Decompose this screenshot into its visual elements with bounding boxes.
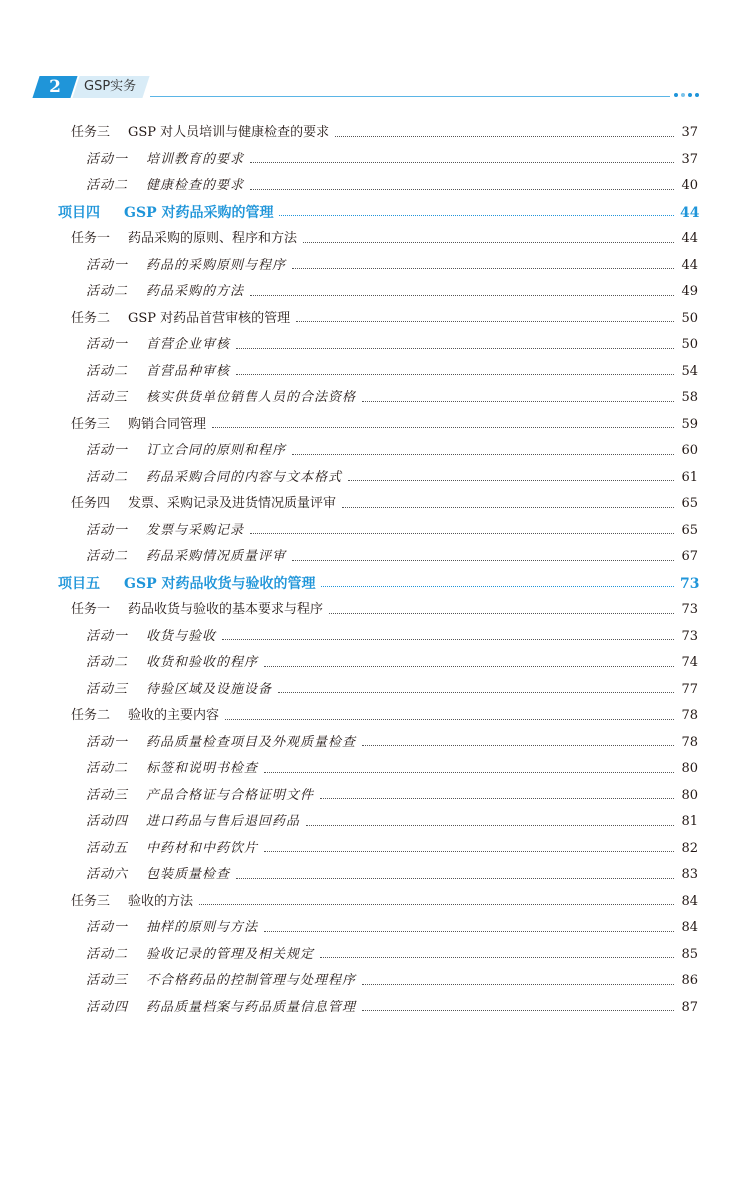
toc-entry-activity bbox=[86, 518, 698, 544]
toc-entry-label bbox=[86, 438, 286, 464]
toc-entry-title: 首营品种审核 bbox=[146, 363, 231, 379]
toc-entry-title: 订立合同的原则和程序 bbox=[146, 443, 287, 458]
toc-entry-label bbox=[71, 306, 290, 332]
dot-leader bbox=[212, 427, 674, 428]
toc-entry-task bbox=[71, 120, 698, 146]
dot-leader bbox=[320, 957, 674, 958]
toc-entry-activity bbox=[86, 942, 698, 968]
toc-entry-title: 进口药品与售后退回药品 bbox=[146, 814, 301, 829]
dot-leader bbox=[362, 1010, 674, 1011]
toc-entry-title: GSP 对药品采购的管理 bbox=[124, 204, 274, 221]
toc-entry-label bbox=[86, 730, 356, 756]
toc-entry-label bbox=[86, 968, 356, 994]
toc-entry-page: 80 bbox=[681, 787, 698, 803]
toc-entry-page: 44 bbox=[680, 204, 700, 221]
toc-entry-title: 包装质量检查 bbox=[146, 867, 231, 882]
toc-entry-label bbox=[71, 703, 219, 729]
toc-entry-project bbox=[58, 571, 698, 597]
toc-entry-label bbox=[71, 120, 329, 146]
toc-entry-number: 活动六 bbox=[86, 867, 129, 882]
toc-entry-label bbox=[86, 915, 258, 941]
toc-entry-activity bbox=[86, 995, 698, 1021]
toc-entry-title: 药品采购的方法 bbox=[146, 284, 245, 299]
toc-entry-label bbox=[58, 571, 315, 597]
toc-entry-title: 药品采购的原则、程序和方法 bbox=[128, 231, 298, 246]
toc-entry-page: 78 bbox=[681, 708, 698, 723]
toc-entry-title: 验收记录的管理及相关规定 bbox=[146, 946, 315, 962]
toc-entry-number: 任务一 bbox=[71, 231, 111, 246]
toc-entry-title: 发票、采购记录及进货情况质量评审 bbox=[128, 496, 337, 511]
dot-leader bbox=[296, 321, 674, 322]
toc-entry-label bbox=[86, 809, 300, 835]
toc-entry-page: 60 bbox=[681, 443, 698, 458]
toc-entry-label bbox=[86, 650, 258, 676]
toc-entry-activity bbox=[86, 624, 698, 650]
toc-entry-page: 83 bbox=[681, 867, 698, 882]
dot-leader bbox=[264, 666, 674, 667]
toc-entry-label bbox=[86, 862, 230, 888]
toc-entry-activity bbox=[86, 465, 698, 491]
toc-entry-title: 健康检查的要求 bbox=[146, 178, 245, 193]
toc-entry-activity bbox=[86, 332, 698, 358]
dot-leader bbox=[335, 136, 674, 137]
toc-entry-page: 37 bbox=[681, 125, 698, 140]
toc-entry-title: 药品质量检查项目及外观质量检查 bbox=[146, 734, 357, 750]
toc-entry-label bbox=[71, 491, 336, 517]
toc-entry-activity bbox=[86, 783, 698, 809]
toc-entry-title: 发票与采购记录 bbox=[146, 522, 245, 538]
dot-leader bbox=[320, 798, 674, 799]
toc-entry-page: 84 bbox=[681, 893, 698, 909]
toc-entry-title: GSP 对药品首营审核的管理 bbox=[128, 310, 291, 326]
dot-leader bbox=[264, 772, 674, 773]
toc-entry-number: 活动一 bbox=[86, 734, 129, 750]
toc-entry-label bbox=[86, 783, 314, 809]
toc-entry-page: 77 bbox=[681, 681, 698, 697]
dot-leader bbox=[199, 904, 674, 905]
dot-leader bbox=[222, 639, 674, 640]
dot-leader bbox=[264, 851, 674, 852]
dot-leader bbox=[292, 268, 674, 269]
toc-entry-label bbox=[71, 597, 323, 623]
toc-entry-number: 活动二 bbox=[86, 363, 129, 379]
toc-entry-label bbox=[71, 226, 297, 252]
toc-entry-label bbox=[71, 412, 206, 438]
toc-entry-number: 活动一 bbox=[86, 920, 129, 935]
toc-entry-label bbox=[86, 624, 216, 650]
toc-entry-activity bbox=[86, 359, 698, 385]
toc-entry-title: 收货和验收的程序 bbox=[146, 655, 259, 670]
dot-leader bbox=[236, 878, 674, 879]
page-number: 2 bbox=[49, 77, 61, 97]
dot-leader bbox=[225, 719, 674, 720]
dot-leader bbox=[292, 560, 674, 561]
toc-entry-activity bbox=[86, 836, 698, 862]
toc-entry-activity bbox=[86, 915, 698, 941]
toc-entry-number: 活动二 bbox=[86, 946, 129, 962]
toc-entry-number: 活动三 bbox=[86, 681, 129, 697]
toc-entry-title: 抽样的原则与方法 bbox=[146, 920, 259, 935]
toc-entry-task bbox=[71, 889, 698, 915]
toc-entry-page: 85 bbox=[681, 946, 698, 962]
toc-entry-title: 待验区域及设施设备 bbox=[146, 681, 273, 697]
toc-entry-label bbox=[86, 465, 342, 491]
toc-entry-label bbox=[86, 942, 314, 968]
toc-entry-task bbox=[71, 491, 698, 517]
toc-entry-number: 活动三 bbox=[86, 973, 129, 988]
dot-leader bbox=[303, 242, 674, 243]
toc-entry-page: 84 bbox=[681, 920, 698, 935]
toc-entry-number: 活动一 bbox=[86, 522, 129, 538]
header-rule bbox=[150, 96, 670, 97]
toc-entry-page: 86 bbox=[681, 973, 698, 988]
toc-entry-title: 不合格药品的控制管理与处理程序 bbox=[146, 973, 357, 988]
toc-entry-page: 49 bbox=[681, 284, 698, 299]
toc-entry-number: 任务一 bbox=[71, 602, 111, 617]
toc-entry-label bbox=[71, 889, 193, 915]
toc-entry-title: 药品采购情况质量评审 bbox=[146, 549, 287, 564]
toc-entry-page: 50 bbox=[681, 337, 698, 352]
toc-entry-page: 65 bbox=[681, 496, 698, 511]
toc-entry-number: 项目四 bbox=[58, 204, 100, 221]
toc-entry-page: 44 bbox=[681, 231, 698, 246]
toc-entry-label bbox=[58, 200, 273, 226]
toc-entry-number: 任务二 bbox=[71, 310, 111, 326]
dot-leader bbox=[342, 507, 674, 508]
toc-entry-label bbox=[86, 677, 272, 703]
dot-leader bbox=[321, 586, 674, 587]
toc-entry-page: 81 bbox=[681, 814, 698, 829]
toc-entry-activity bbox=[86, 862, 698, 888]
toc-entry-task bbox=[71, 306, 698, 332]
toc-entry-number: 活动一 bbox=[86, 151, 129, 167]
toc-entry-page: 40 bbox=[681, 178, 698, 193]
toc-entry-number: 任务三 bbox=[71, 125, 111, 140]
toc-entry-number: 活动一 bbox=[86, 337, 129, 352]
toc-entry-page: 67 bbox=[681, 549, 698, 564]
toc-entry-number: 活动五 bbox=[86, 840, 129, 856]
toc-entry-activity bbox=[86, 173, 698, 199]
toc-entry-label bbox=[86, 385, 356, 411]
toc-entry-title: GSP 对人员培训与健康检查的要求 bbox=[128, 125, 330, 140]
toc-entry-number: 活动三 bbox=[86, 390, 129, 405]
toc-entry-number: 活动二 bbox=[86, 655, 129, 670]
toc-entry-number: 任务三 bbox=[71, 893, 111, 909]
toc-entry-title: 药品收货与验收的基本要求与程序 bbox=[128, 602, 324, 617]
toc-entry-number: 活动三 bbox=[86, 787, 129, 803]
toc-entry-page: 78 bbox=[681, 734, 698, 750]
dot-leader bbox=[292, 454, 674, 455]
dot-leader bbox=[329, 613, 674, 614]
toc-entry-activity bbox=[86, 438, 698, 464]
toc-entry-label bbox=[86, 995, 356, 1021]
toc-entry-task bbox=[71, 597, 698, 623]
toc-entry-page: 65 bbox=[681, 522, 698, 538]
toc-entry-activity bbox=[86, 677, 698, 703]
toc-entry-label bbox=[86, 359, 230, 385]
toc-entry-number: 活动二 bbox=[86, 469, 129, 485]
toc-entry-page: 73 bbox=[680, 575, 700, 592]
header-dots-ornament bbox=[674, 93, 702, 99]
toc-entry-title: 首营企业审核 bbox=[146, 337, 231, 352]
toc-entry-page: 59 bbox=[681, 416, 698, 432]
toc-entry-number: 活动一 bbox=[86, 628, 129, 644]
toc-entry-number: 任务四 bbox=[71, 496, 111, 511]
toc-entry-title: 验收的方法 bbox=[128, 893, 194, 909]
toc-entry-page: 50 bbox=[681, 310, 698, 326]
toc-entry-task bbox=[71, 703, 698, 729]
toc-entry-activity bbox=[86, 968, 698, 994]
toc-entry-page: 73 bbox=[681, 628, 698, 644]
toc-entry-title: 培训教育的要求 bbox=[146, 151, 245, 167]
toc-entry-page: 80 bbox=[681, 761, 698, 776]
toc-entry-title: 药品质量档案与药品质量信息管理 bbox=[146, 999, 357, 1015]
toc-entry-number: 活动一 bbox=[86, 443, 129, 458]
dot-leader bbox=[236, 374, 674, 375]
toc-entry-number: 任务三 bbox=[71, 416, 111, 432]
toc-entry-number: 活动二 bbox=[86, 178, 129, 193]
toc-entry-page: 54 bbox=[681, 363, 698, 379]
toc-entry-page: 73 bbox=[681, 602, 698, 617]
dot-leader bbox=[250, 189, 674, 190]
toc-entry-title: 药品采购合同的内容与文本格式 bbox=[146, 469, 343, 485]
toc-entry-label bbox=[86, 756, 258, 782]
toc-entry-number: 活动二 bbox=[86, 761, 129, 776]
toc-entry-number: 项目五 bbox=[58, 575, 100, 592]
dot-leader bbox=[362, 984, 674, 985]
toc-entry-task bbox=[71, 412, 698, 438]
toc-entry-number: 活动四 bbox=[86, 814, 129, 829]
toc-entry-page: 82 bbox=[681, 840, 698, 856]
dot-leader bbox=[362, 401, 674, 402]
toc-entry-number: 活动二 bbox=[86, 549, 129, 564]
toc-entry-project bbox=[58, 200, 698, 226]
toc-entry-label bbox=[86, 147, 244, 173]
toc-entry-activity bbox=[86, 544, 698, 570]
toc-entry-label bbox=[86, 544, 286, 570]
dot-leader bbox=[306, 825, 674, 826]
dot-leader bbox=[362, 745, 674, 746]
toc-entry-title: 标签和说明书检查 bbox=[146, 761, 259, 776]
dot-leader bbox=[236, 348, 674, 349]
dot-leader bbox=[348, 480, 674, 481]
toc-entry-title: GSP 对药品收货与验收的管理 bbox=[124, 575, 316, 592]
toc-entry-title: 中药材和中药饮片 bbox=[146, 840, 259, 856]
toc-entry-activity bbox=[86, 147, 698, 173]
dot-leader bbox=[264, 931, 674, 932]
toc-entry-activity bbox=[86, 809, 698, 835]
toc-entry-task bbox=[71, 226, 698, 252]
toc-entry-number: 活动一 bbox=[86, 257, 129, 273]
toc-entry-activity bbox=[86, 756, 698, 782]
page-header bbox=[0, 0, 750, 110]
toc-entry-label bbox=[86, 518, 244, 544]
toc-entry-label bbox=[86, 836, 258, 862]
toc-entry-activity bbox=[86, 279, 698, 305]
book-title: GSP实务 bbox=[84, 79, 137, 94]
toc-entry-number: 任务二 bbox=[71, 708, 111, 723]
toc-entry-page: 44 bbox=[681, 257, 698, 273]
toc-entry-activity bbox=[86, 385, 698, 411]
toc-entry-title: 核实供货单位销售人员的合法资格 bbox=[146, 390, 357, 405]
toc-entry-page: 58 bbox=[681, 390, 698, 405]
toc-entry-page: 61 bbox=[681, 469, 698, 485]
toc-entry-activity bbox=[86, 730, 698, 756]
dot-leader bbox=[250, 162, 674, 163]
toc-entry-title: 产品合格证与合格证明文件 bbox=[146, 787, 315, 803]
toc-entry-label bbox=[86, 253, 286, 279]
dot-leader bbox=[279, 215, 674, 216]
toc-entry-label bbox=[86, 279, 244, 305]
toc-entry-label bbox=[86, 173, 244, 199]
dot-leader bbox=[250, 533, 674, 534]
dot-leader bbox=[278, 692, 674, 693]
toc-entry-activity bbox=[86, 650, 698, 676]
toc-entry-title: 药品的采购原则与程序 bbox=[146, 257, 287, 273]
dot-leader bbox=[250, 295, 674, 296]
toc-entry-page: 87 bbox=[681, 999, 698, 1015]
toc-entry-number: 活动二 bbox=[86, 284, 129, 299]
toc-entry-number: 活动四 bbox=[86, 999, 129, 1015]
toc-entry-title: 购销合同管理 bbox=[128, 416, 207, 432]
toc-entry-title: 收货与验收 bbox=[146, 628, 217, 644]
toc-entry-page: 37 bbox=[681, 151, 698, 167]
toc-entry-activity bbox=[86, 253, 698, 279]
toc-entry-label bbox=[86, 332, 230, 358]
toc-entry-page: 74 bbox=[681, 655, 698, 670]
toc-entry-title: 验收的主要内容 bbox=[128, 708, 220, 723]
